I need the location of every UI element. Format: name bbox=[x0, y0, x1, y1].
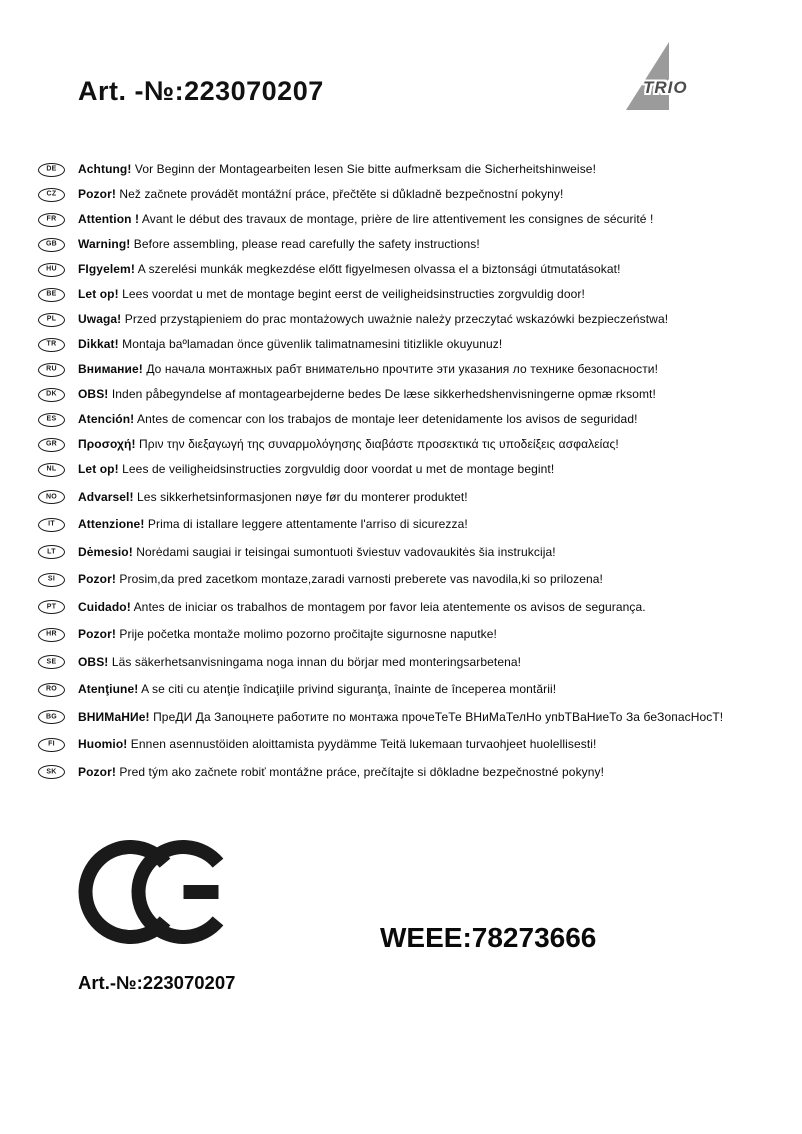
language-code-badge bbox=[38, 463, 65, 477]
trio-logo bbox=[615, 38, 735, 113]
warning-body-text: Ennen asennustöiden aloittamista pyydämme Teitä lukemaan turvaohjeet huolellisesti! bbox=[127, 737, 597, 751]
warning-row bbox=[38, 412, 792, 427]
warning-text bbox=[78, 490, 468, 505]
ce-mark-icon bbox=[78, 840, 224, 949]
language-code-badge bbox=[38, 655, 65, 669]
warning-text bbox=[78, 437, 619, 452]
warning-lead-word: Pozor! bbox=[78, 187, 116, 201]
language-code: GB bbox=[45, 240, 58, 248]
safety-warnings-list bbox=[38, 162, 792, 792]
warning-row bbox=[38, 262, 792, 277]
warning-lead-word: OBS! bbox=[78, 387, 109, 401]
language-code: LT bbox=[47, 548, 56, 555]
language-code: NO bbox=[45, 493, 58, 500]
warning-lead-word: Dikkat! bbox=[78, 337, 119, 351]
language-code: CZ bbox=[46, 190, 57, 198]
language-code: FI bbox=[48, 740, 55, 748]
warning-body-text: A se citi cu atenţie îndicaţiile privind siguranţa, înainte de începerea montării! bbox=[138, 682, 557, 696]
language-code: PL bbox=[46, 315, 57, 323]
warning-body-text: Przed przystąpieniem do prac montażowych uważnie należy przeczytać wskazówki bezpieczeństwa! bbox=[121, 312, 669, 326]
warning-body-text: Inden påbegyndelse af montagearbejderne bedes De læse sikkerhedshenvisningerne opmæ rksomt! bbox=[108, 387, 656, 401]
warning-text bbox=[78, 287, 585, 302]
language-code-badge bbox=[38, 188, 65, 202]
warning-row bbox=[38, 600, 792, 615]
language-code-badge bbox=[38, 438, 65, 452]
language-code-badge bbox=[38, 600, 65, 614]
language-code: NL bbox=[46, 465, 57, 473]
warning-text bbox=[78, 737, 596, 752]
warning-text bbox=[78, 237, 480, 252]
warning-row bbox=[38, 545, 792, 560]
warning-text bbox=[78, 387, 656, 402]
warning-row bbox=[38, 312, 792, 327]
language-code-badge bbox=[38, 288, 65, 302]
warning-text bbox=[78, 600, 646, 615]
language-code-badge bbox=[38, 628, 65, 642]
warning-body-text: Prosim,da pred zacetkom montaze,zaradi varnosti preberete vas navodila,ki so prilozena! bbox=[115, 572, 603, 586]
warning-row bbox=[38, 627, 792, 642]
language-code: PT bbox=[46, 603, 57, 610]
language-code-badge bbox=[38, 518, 65, 532]
language-code: RO bbox=[45, 685, 58, 693]
warning-body-text: Before assembling, please read carefully the safety instructions! bbox=[130, 237, 480, 251]
warning-row bbox=[38, 710, 792, 725]
language-code-badge bbox=[38, 263, 65, 277]
trio-logo-text: TRIO bbox=[643, 78, 688, 97]
warning-lead-word: Atenţiune! bbox=[78, 682, 139, 696]
language-code: BE bbox=[46, 290, 57, 298]
warning-row bbox=[38, 682, 792, 697]
warning-text bbox=[78, 545, 556, 560]
warning-row bbox=[38, 572, 792, 587]
warning-row bbox=[38, 655, 792, 670]
language-code: ES bbox=[46, 415, 57, 423]
warning-lead-word: Cuidado! bbox=[78, 599, 131, 614]
warning-row bbox=[38, 387, 792, 402]
warning-body-text: Les sikkerhetsinformasjonen nøye før du monterer produktet! bbox=[133, 489, 468, 504]
language-code: DE bbox=[46, 165, 57, 173]
language-code: SE bbox=[46, 658, 57, 665]
warning-lead-word: FIgyelem! bbox=[78, 262, 135, 276]
warning-text bbox=[78, 262, 621, 277]
warning-row bbox=[38, 765, 792, 780]
warning-text bbox=[78, 362, 658, 377]
warning-lead-word: ВНИМаНИе! bbox=[78, 709, 150, 724]
warning-row bbox=[38, 462, 792, 477]
warning-text bbox=[78, 655, 521, 670]
warning-body-text: Antes de comencar con los trabajos de montaje leer detenidamente los avisos de seguridad! bbox=[134, 412, 638, 426]
language-code-badge bbox=[38, 573, 65, 587]
language-code: BG bbox=[45, 713, 58, 720]
language-code-badge bbox=[38, 363, 65, 377]
warning-lead-word: Pozor! bbox=[78, 764, 116, 779]
warning-row bbox=[38, 362, 792, 377]
language-code: SK bbox=[46, 768, 57, 775]
language-code-badge bbox=[38, 710, 65, 724]
warning-row bbox=[38, 737, 792, 752]
language-code-badge bbox=[38, 545, 65, 559]
language-code-badge bbox=[38, 738, 65, 752]
trio-logo-triangle-icon bbox=[622, 40, 672, 112]
language-code: GR bbox=[45, 440, 58, 448]
warning-lead-word: Pozor! bbox=[78, 627, 116, 641]
language-code-badge bbox=[38, 338, 65, 352]
language-code: RU bbox=[46, 365, 57, 373]
warning-text bbox=[78, 517, 468, 532]
warning-body-text: До начала монтажных рабт внимательно прочтите эти указания ло технике безопасности! bbox=[142, 362, 659, 376]
language-code: FR bbox=[46, 215, 57, 223]
warning-lead-word: Let op! bbox=[78, 462, 119, 476]
language-code: DK bbox=[46, 390, 57, 398]
warning-body-text: A szerelési munkák megkezdése előtt figyelmesen olvassa el a biztonsági útmutatásokat! bbox=[134, 262, 621, 276]
warning-lead-word: Advarsel! bbox=[78, 489, 134, 504]
warning-body-text: Norėdami saugiai ir teisingai sumontuoti šviestuv vadovaukitės šia instrukcija! bbox=[132, 544, 556, 559]
language-code-badge bbox=[38, 683, 65, 697]
footer-art-no: Art.-№:223070207 bbox=[78, 972, 236, 993]
warning-lead-word: Dėmesio! bbox=[78, 544, 133, 559]
language-code-badge bbox=[38, 388, 65, 402]
language-code: HR bbox=[46, 630, 57, 638]
warning-lead-word: Let op! bbox=[78, 287, 119, 301]
warning-row bbox=[38, 187, 792, 202]
warning-body-text: Pred tým ako začnete robiť montážne práce, prečítajte si dôkladne bezpečnostné pokyny! bbox=[115, 764, 605, 779]
language-code: IT bbox=[48, 520, 55, 528]
language-code: TR bbox=[46, 340, 57, 348]
warning-lead-word: OBS! bbox=[78, 654, 109, 669]
language-code: HU bbox=[46, 265, 57, 273]
warning-lead-word: Attention ! bbox=[78, 212, 140, 226]
warning-text bbox=[78, 682, 556, 697]
warning-body-text: Lees voordat u met de montage begint eerst de veiligheidsinstructies zorgvuldig door! bbox=[118, 287, 585, 301]
warning-row bbox=[38, 212, 792, 227]
warning-text bbox=[78, 765, 604, 780]
warning-lead-word: Attenzione! bbox=[78, 517, 145, 531]
warning-text bbox=[78, 337, 502, 352]
warning-row bbox=[38, 337, 792, 352]
warning-lead-word: Uwaga! bbox=[78, 312, 122, 326]
language-code-badge bbox=[38, 163, 65, 177]
warning-row bbox=[38, 437, 792, 452]
warning-text bbox=[78, 572, 603, 587]
warning-text bbox=[78, 162, 596, 177]
warning-body-text: ПреДИ Да Запоцнете работите по монтажа прочеТеТе ВНиМаТелНо упbТВаНиеТо За беЗопасНосТ! bbox=[149, 709, 724, 724]
warning-row bbox=[38, 517, 792, 532]
warning-lead-word: Atención! bbox=[78, 412, 135, 426]
warning-row bbox=[38, 287, 792, 302]
warning-text bbox=[78, 312, 668, 327]
language-code-badge bbox=[38, 413, 65, 427]
page-title-art-no: Art. -№:223070207 bbox=[78, 76, 324, 106]
warning-body-text: Lees de veiligheidsinstructies zorgvuldig door voordat u met de montage begint! bbox=[118, 462, 555, 476]
warning-body-text: Avant le début des travaux de montage, prière de lire attentivement les consignes de sécurité ! bbox=[139, 212, 654, 226]
language-code-badge bbox=[38, 213, 65, 227]
warning-text bbox=[78, 212, 653, 227]
warning-lead-word: Achtung! bbox=[78, 162, 132, 176]
warning-body-text: Montaja baºlamadan önce güvenlik talimatnamesini titizlikle okuyunuz! bbox=[118, 337, 503, 351]
warning-body-text: Πριν την διεξαγωγή της συναρμολόγησης διαβάστε προσεκτικά τις υποδείξεις ασφαλείας! bbox=[135, 437, 619, 451]
warning-lead-word: Warning! bbox=[78, 237, 131, 251]
language-code-badge bbox=[38, 765, 65, 779]
warning-text bbox=[78, 187, 563, 202]
warning-lead-word: Προσοχή! bbox=[78, 437, 136, 451]
warning-text bbox=[78, 710, 723, 725]
warning-lead-word: Pozor! bbox=[78, 572, 116, 586]
language-code-badge bbox=[38, 238, 65, 252]
warning-lead-word: Huomio! bbox=[78, 737, 128, 751]
warning-lead-word: Внимание! bbox=[78, 362, 143, 376]
warning-text bbox=[78, 462, 554, 477]
warning-row bbox=[38, 162, 792, 177]
warning-row bbox=[38, 237, 792, 252]
warning-body-text: Než začnete provádět montážní práce, přečtěte si důkladně bezpečnostní pokyny! bbox=[115, 187, 564, 201]
language-code: SI bbox=[47, 575, 56, 583]
warning-text bbox=[78, 627, 497, 642]
language-code-badge bbox=[38, 490, 65, 504]
warning-row bbox=[38, 490, 792, 505]
warning-body-text: Prima di istallare leggere attentamente l'arriso di sicurezza! bbox=[144, 517, 468, 531]
language-code-badge bbox=[38, 313, 65, 327]
warning-body-text: Antes de iniciar os trabalhos de montagem por favor leia atentemente os avisos de segurança. bbox=[130, 599, 646, 614]
warning-body-text: Vor Beginn der Montagearbeiten lesen Sie bitte aufmerksam die Sicherheitshinweise! bbox=[131, 162, 597, 176]
warning-text bbox=[78, 412, 638, 427]
weee-number: WEEE:78273666 bbox=[380, 922, 597, 953]
warning-body-text: Prije početka montaže molimo pozorno pročitajte sigurnosne naputke! bbox=[115, 627, 497, 641]
warning-body-text: Läs säkerhetsanvisningama noga innan du börjar med monteringsarbetena! bbox=[108, 654, 522, 669]
